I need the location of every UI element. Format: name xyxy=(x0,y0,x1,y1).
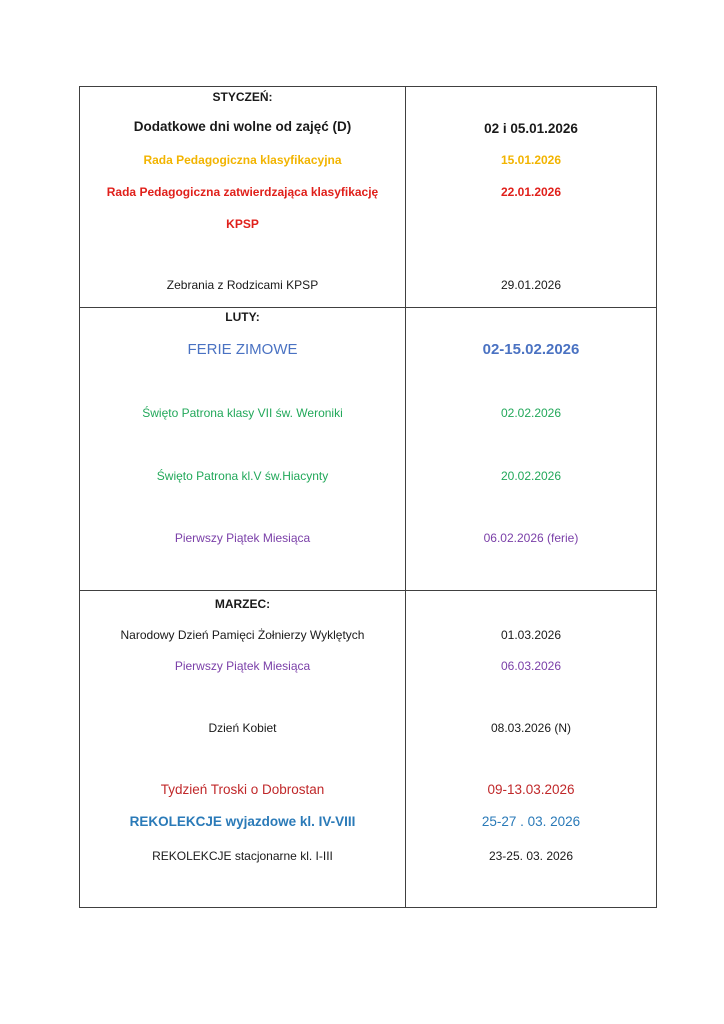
event-label-continuation: KPSP xyxy=(226,217,259,231)
event-date: 09-13.03.2026 xyxy=(487,782,575,797)
event-label: Dzień Kobiet xyxy=(208,721,277,735)
event-label: Tydzień Troski o Dobrostan xyxy=(160,782,325,797)
march-events-cell xyxy=(80,591,406,908)
event-label: FERIE ZIMOWE xyxy=(187,341,298,358)
event-date: 20.02.2026 xyxy=(500,469,562,483)
february-dates-cell xyxy=(406,308,657,591)
january-events-cell xyxy=(80,87,406,308)
february-events-cell xyxy=(80,308,406,591)
event-date: 08.03.2026 (N) xyxy=(490,721,572,735)
event-label: Rada Pedagogiczna zatwierdzająca klasyfikację xyxy=(106,185,379,199)
month-row-march xyxy=(80,591,657,908)
event-date: 23-25. 03. 2026 xyxy=(488,849,574,863)
event-label: Pierwszy Piątek Miesiąca xyxy=(174,531,311,545)
event-date: 15.01.2026 xyxy=(500,153,562,167)
event-label: Rada Pedagogiczna klasyfikacyjna xyxy=(143,153,342,167)
event-date: 22.01.2026 xyxy=(500,185,562,199)
event-date: 06.02.2026 (ferie) xyxy=(483,531,579,545)
event-date: 02-15.02.2026 xyxy=(482,341,580,358)
event-date: 02 i 05.01.2026 xyxy=(484,121,578,136)
month-row-february xyxy=(80,308,657,591)
event-date: 01.03.2026 xyxy=(500,628,562,642)
january-dates-cell xyxy=(406,87,657,308)
event-label: Narodowy Dzień Pamięci Żołnierzy Wyklętych xyxy=(120,628,365,642)
event-date: 06.03.2026 xyxy=(500,659,562,673)
event-label: REKOLEKCJE stacjonarne kl. I-III xyxy=(152,849,333,863)
month-header-january: STYCZEŃ: xyxy=(212,90,273,104)
march-dates-cell xyxy=(406,591,657,908)
event-date: 02.02.2026 xyxy=(500,406,562,420)
event-label: REKOLEKCJE wyjazdowe kl. IV-VIII xyxy=(129,814,356,829)
event-label: Zebrania z Rodzicami KPSP xyxy=(166,278,319,292)
event-date: 29.01.2026 xyxy=(500,278,562,292)
schedule-table xyxy=(79,86,657,908)
event-label: Święto Patrona klasy VII św. Weroniki xyxy=(142,406,343,420)
month-header-march: MARZEC: xyxy=(214,597,271,611)
month-header-february: LUTY: xyxy=(225,310,260,324)
event-label: Święto Patrona kl.V św.Hiacynty xyxy=(156,469,329,483)
event-label: Pierwszy Piątek Miesiąca xyxy=(174,659,311,673)
month-row-january xyxy=(80,87,657,308)
event-label: Dodatkowe dni wolne od zajęć (D) xyxy=(133,119,352,134)
event-date: 25-27 . 03. 2026 xyxy=(481,814,581,829)
